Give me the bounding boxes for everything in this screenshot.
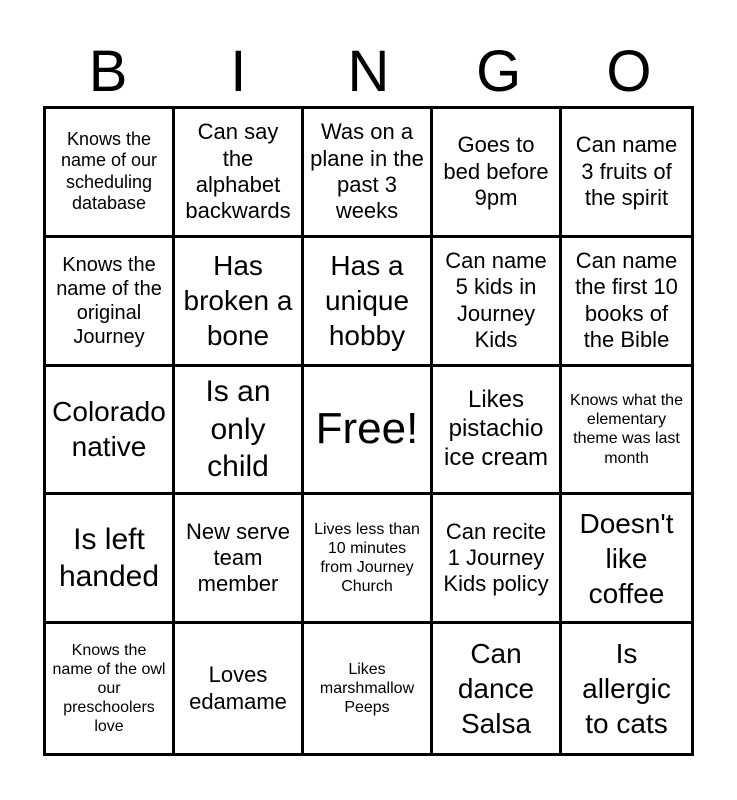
bingo-header [43,38,694,106]
bingo-cell-r2c2[interactable]: Has broken a bone [175,238,304,367]
header-letter-o: O [606,39,652,104]
bingo-cell-r5c1[interactable]: Knows the name of the owl our preschoolers love [46,624,175,753]
bingo-cell-r1c5[interactable]: Can name 3 fruits of the spirit [562,109,691,238]
bingo-cell-r1c2[interactable]: Can say the alphabet backwards [175,109,304,238]
bingo-cell-r1c4[interactable]: Goes to bed before 9pm [433,109,562,238]
bingo-cell-r3c2[interactable]: Is an only child [175,367,304,496]
bingo-cell-r5c3[interactable]: Likes marshmallow Peeps [304,624,433,753]
bingo-cell-r5c2[interactable]: Loves edamame [175,624,304,753]
bingo-cell-r2c4[interactable]: Can name 5 kids in Journey Kids [433,238,562,367]
bingo-cell-r1c3[interactable]: Was on a plane in the past 3 weeks [304,109,433,238]
bingo-cell-r3c5[interactable]: Knows what the elementary theme was last month [562,367,691,496]
bingo-cell-r2c3[interactable]: Has a unique hobby [304,238,433,367]
bingo-cell-r4c5[interactable]: Doesn't like coffee [562,495,691,624]
bingo-cell-r4c3[interactable]: Lives less than 10 minutes from Journey Church [304,495,433,624]
bingo-cell-r3c4[interactable]: Likes pistachio ice cream [433,367,562,496]
bingo-cell-r1c1[interactable]: Knows the name of our scheduling database [46,109,175,238]
bingo-cell-r4c1[interactable]: Is left handed [46,495,175,624]
bingo-cell-free[interactable]: Free! [304,367,433,496]
header-letter-n: N [347,39,390,104]
header-letter-g: G [476,39,522,104]
bingo-cell-r2c1[interactable]: Knows the name of the original Journey [46,238,175,367]
header-letter-b: B [88,39,128,104]
bingo-cell-r3c1[interactable]: Colorado native [46,367,175,496]
bingo-cell-r2c5[interactable]: Can name the first 10 books of the Bible [562,238,691,367]
bingo-board [43,106,694,756]
bingo-cell-r4c2[interactable]: New serve team member [175,495,304,624]
header-letter-i: I [230,39,247,104]
bingo-cell-r4c4[interactable]: Can recite 1 Journey Kids policy [433,495,562,624]
bingo-cell-r5c5[interactable]: Is allergic to cats [582,638,671,740]
bingo-cell-r5c4[interactable]: Can dance Salsa [433,624,562,753]
